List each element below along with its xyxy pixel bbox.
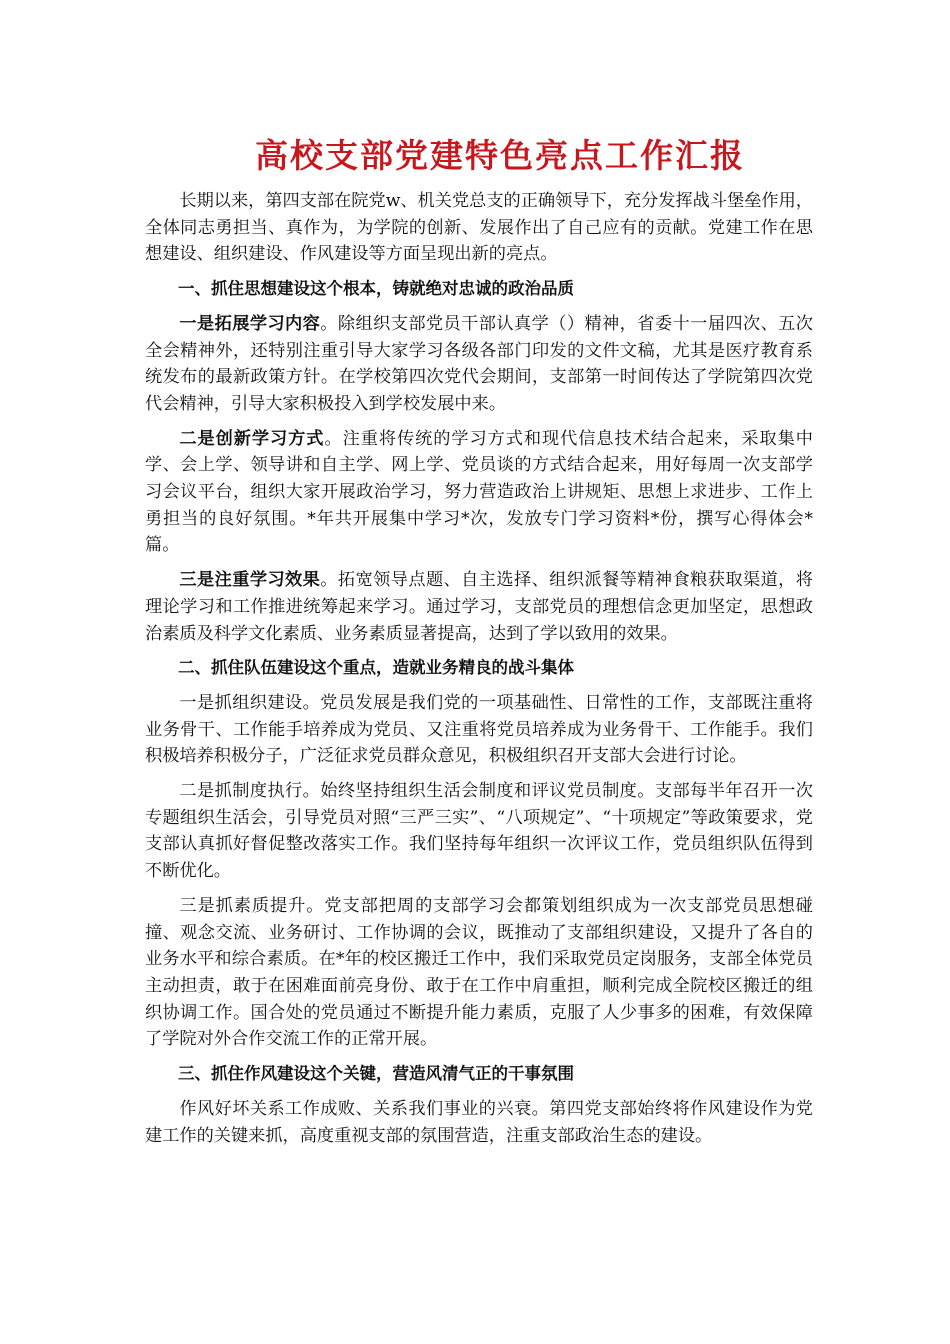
section-1-point-1: 一是拓展学习内容。除组织支部党员干部认真学（）精神，省委十一届四次、五次全会精神外，还特别注重引导大家学习各级各部门印发的文件文稿，尤其是医疗教育系统发布的最新政策方针。在学校第四次党代会期间，支部第一时间传达了学院第四次党代会精神，引导大家积极投入到学校发展中来。 <box>145 313 813 414</box>
section-heading-2: 二、抓住队伍建设这个重点，造就业务精良的战斗集体 <box>178 658 574 678</box>
point-lead: 一是拓展学习内容 <box>179 313 321 334</box>
section-heading-1: 一、抓住思想建设这个根本，铸就绝对忠诚的政治品质 <box>178 279 574 299</box>
section-1-point-2: 二是创新学习方式。注重将传统的学习方式和现代信息技术结合起来，采取集中学、会上学、领导讲和自主学、网上学、党员谈的方式结合起来，用好每周一次支部学习会议平台，组织大家开展政治学习，努力营造政治上讲规矩、思想上求进步、工作上勇担当的良好氛围。*年共开展集中学习*次，发放专门学习资料*份，撰写心得体会*篇。 <box>145 428 813 556</box>
section-1-point-3: 三是注重学习效果。拓宽领导点题、自主选择、组织派餐等精神食粮获取渠道，将理论学习和工作推进统筹起来学习。通过学习，支部党员的理想信念更加坚定，思想政治素质及科学文化素质、业务素质显著提高，达到了学以致用的效果。 <box>145 570 813 644</box>
point-lead: 三是注重学习效果 <box>179 570 321 591</box>
section-3-paragraph: 作风好坏关系工作成败、关系我们事业的兴衰。第四党支部始终将作风建设作为党建工作的关键来抓，高度重视支部的氛围营造，注重支部政治生态的建设。 <box>145 1098 813 1146</box>
document-title: 高校支部党建特色亮点工作汇报 <box>255 136 745 175</box>
section-heading-3: 三、抓住作风建设这个关键，营造风清气正的干事氛围 <box>178 1064 574 1084</box>
document-body <box>145 188 813 1157</box>
section-2-point-3: 三是抓素质提升。党支部把周的支部学习会都策划组织成为一次支部党员思想碰撞、观念交流、业务研讨、工作协调的会议，既推动了支部组织建设，又提升了各自的业务水平和综合素质。在*年的校区搬迁工作中，我们采取党员定岗服务，支部全体党员主动担责，敢于在困难面前亮身份、敢于在工作中肩重担，顺利完成全院校区搬迁的组织协调工作。国合处的党员通过不断提升能力素质，克服了人少事多的困难，有效保障了学院对外合作交流工作的正常开展。 <box>145 895 813 1050</box>
intro-paragraph: 长期以来，第四支部在院党w、机关党总支的正确领导下，充分发挥战斗堡垒作用，全体同志勇担当、真作为，为学院的创新、发展作出了自己应有的贡献。党建工作在思想建设、组织建设、作风建设等方面呈现出新的亮点。 <box>145 191 813 265</box>
section-2-point-2: 二是抓制度执行。始终坚持组织生活会制度和评议党员制度。支部每半年召开一次专题组织生活会，引导党员对照“三严三实”、“八项规定”、“十项规定”等政策要求，党支部认真抓好督促整改落实工作。我们坚持每年组织一次评议工作，党员组织队伍得到不断优化。 <box>145 781 813 882</box>
point-lead: 二是创新学习方式 <box>179 428 325 449</box>
section-2-point-1: 一是抓组织建设。党员发展是我们党的一项基础性、日常性的工作，支部既注重将业务骨干、工作能手培养成为党员、又注重将党员培养成为业务骨干、工作能手。我们积极培养积极分子，广泛征求党员群众意见，积极组织召开支部大会进行讨论。 <box>145 692 813 767</box>
